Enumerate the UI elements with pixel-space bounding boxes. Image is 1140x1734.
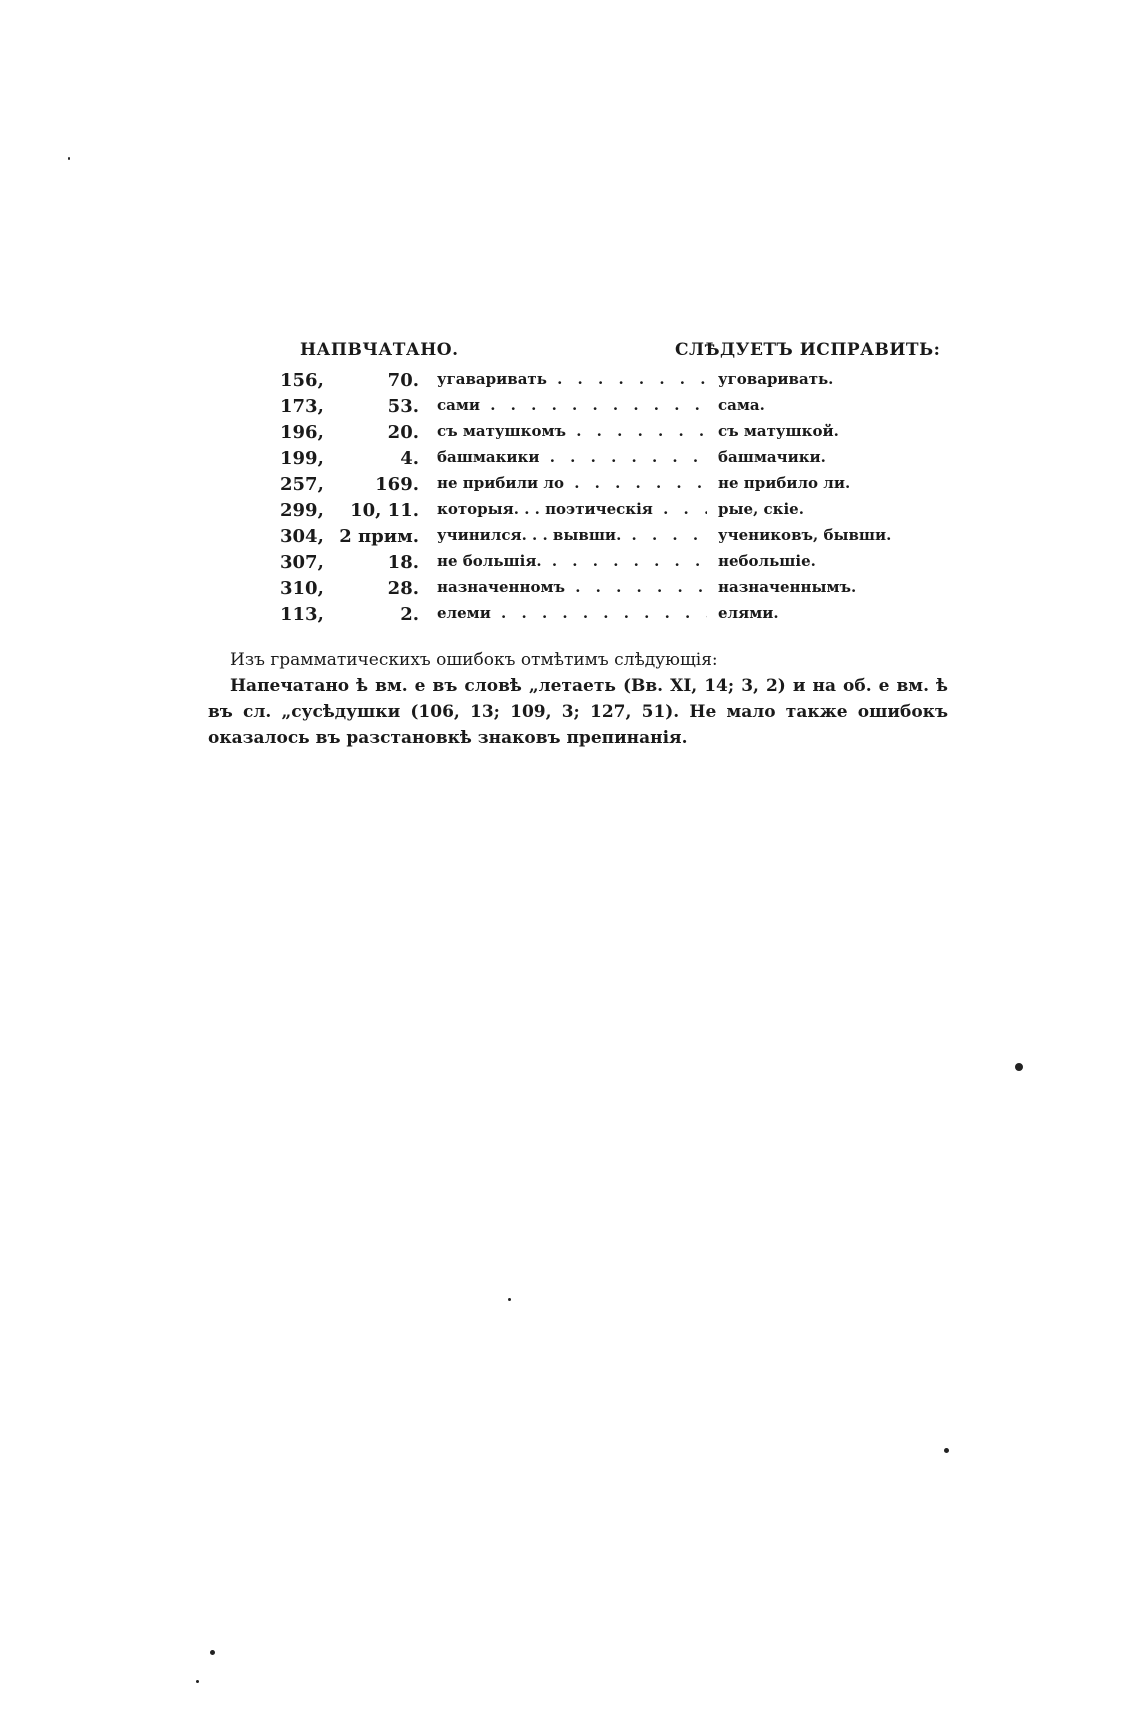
scan-speck (196, 1680, 199, 1683)
corrected-text: не прибило ли. (710, 474, 850, 492)
grammar-detail: Напечатано ѣ вм. е въ словѣ „летаеть (Вв. XI, 14; 3, 2) и на об. е вм. ѣ въ сл. „сусѣдушки (106, 13; 109, 3; 127, 51). Не мало также ошибокъ оказалось въ разстановкѣ знаковъ препинанія. (208, 676, 948, 748)
line-number: 70. (387, 370, 419, 391)
corrected-text: уговаривать. (710, 370, 833, 388)
line-number: 4. (400, 448, 419, 469)
line-number: 28. (387, 578, 419, 599)
printed-text: съ матушкомъ . . . (437, 422, 707, 440)
page-number: 113, (280, 604, 324, 625)
printed-text: учинился. . . вывши. . . . (437, 526, 707, 544)
errata-header (205, 340, 945, 366)
errata-row (205, 526, 945, 552)
page-number: 173, (280, 396, 324, 417)
scan-speck (68, 157, 70, 160)
errata-row (205, 396, 945, 422)
line-number: 18. (387, 552, 419, 573)
scan-speck (944, 1448, 949, 1453)
printed-text: не прибили ло . . . (437, 474, 707, 492)
printed-text: назначенномъ . . . (437, 578, 707, 596)
corrected-text: небольшіе. (710, 552, 816, 570)
corrected-text: сама. (710, 396, 765, 414)
errata-row (205, 500, 945, 526)
corrected-text: елями. (710, 604, 779, 622)
line-number: 2 прим. (339, 526, 419, 547)
page-number: 199, (280, 448, 324, 469)
scan-speck (508, 1298, 511, 1301)
printed-text: не большія. . . . (437, 552, 707, 570)
line-number: 169. (375, 474, 419, 495)
errata-row (205, 474, 945, 500)
line-number: 53. (387, 396, 419, 417)
corrected-text: учениковъ, бывши. (710, 526, 891, 544)
page-number: 196, (280, 422, 324, 443)
errata-row (205, 604, 945, 630)
page-number: 310, (280, 578, 324, 599)
errata-row (205, 422, 945, 448)
page-number: 307, (280, 552, 324, 573)
header-correction: СЛѢДУЕТЪ ИСПРАВИТЬ: (675, 340, 941, 360)
line-number: 10, 11. (350, 500, 419, 521)
header-printed: НАПВЧАТАНО. (300, 340, 459, 360)
corrected-text: назначеннымъ. (710, 578, 856, 596)
scan-speck (1015, 1063, 1023, 1071)
errata-table (205, 340, 945, 630)
scan-speck (210, 1650, 215, 1655)
errata-row (205, 370, 945, 396)
printed-text: башмакики . . . (437, 448, 707, 466)
corrected-text: башмачики. (710, 448, 826, 466)
grammar-intro: Изъ грамматическихъ ошибокъ отмѣтимъ слѣдующія: (230, 650, 718, 670)
errata-rows (205, 370, 945, 630)
printed-text: угаваривать . . . (437, 370, 707, 388)
errata-row (205, 448, 945, 474)
page-number: 257, (280, 474, 324, 495)
errata-row (205, 552, 945, 578)
page-number: 156, (280, 370, 324, 391)
printed-text: елеми . . . (437, 604, 707, 622)
corrected-text: съ матушкой. (710, 422, 839, 440)
printed-text: которыя. . . поэтическія . . . (437, 500, 707, 518)
printed-text: сами . . . (437, 396, 707, 414)
errata-row (205, 578, 945, 604)
corrected-text: рые, скіе. (710, 500, 804, 518)
line-number: 2. (400, 604, 419, 625)
line-number: 20. (387, 422, 419, 443)
page-number: 304, (280, 526, 324, 547)
page-number: 299, (280, 500, 324, 521)
